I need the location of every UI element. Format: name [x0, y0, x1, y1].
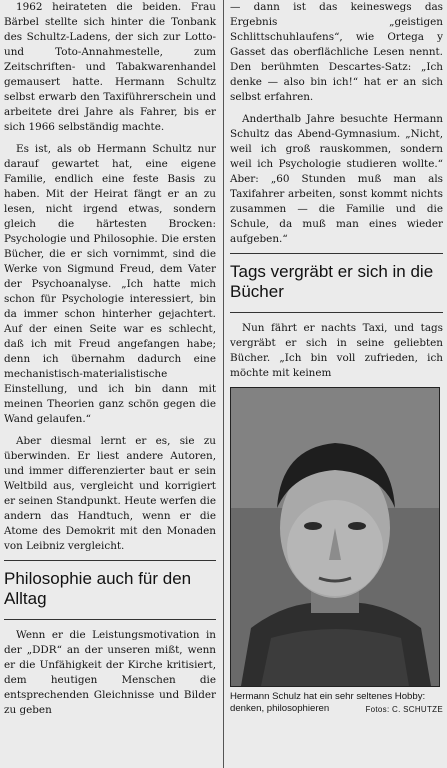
- section-heading: Philosophie auch für den Alltag: [4, 569, 192, 608]
- paragraph: Es ist, als ob Hermann Schultz nur darauf gewartet hat, eine eigene Familie, endlich eine feste Basis zu haben. Mit der Heirat fängt er an zu lesen, nicht irgend etwas, sondern gleich die härtesten Brocken: Psychologie und Philosophie. Die ersten Bücher, die er sich vornimmt, sind die Werke von Sigmund Freud, dem Vater der Psychoanalyse. „Ich hatte mich schon für Psychologie interessiert, bin da immer schon hinterher gejachtert. Auf der einen Seite war es schlecht, daß ich mit Freud angefangen habe; denn ich übernahm dadurch eine mechanistisch-materialistische Einstellung, und ich bin dann mit meinen Theorien ganz schön gegen die Wand gelaufen.“: [4, 143, 216, 425]
- caption-text: Hermann Schulz hat ein sehr seltenes Hobby: denken, philosophieren: [230, 691, 426, 714]
- right-column: [230, 0, 443, 716]
- portrait-photo: [230, 387, 440, 687]
- portrait-illustration: [231, 388, 439, 686]
- photo-credit: Fotos: C. SCHUTZE: [365, 705, 443, 714]
- photo-caption: [230, 691, 443, 715]
- section-divider: [230, 253, 443, 254]
- section-divider: [4, 619, 216, 620]
- paragraph: — dann ist das keineswegs das Ergebnis „geistigen Schlittschuhlaufens“, wie Ortega y Gasset das oberflächliche Lesen nennt. Den berühmten Descartes-Satz: „Ich denke — also bin ich!“ hat er an sich selbst erfahren.: [230, 1, 443, 103]
- section-heading: Tags vergräbt er sich in die Bücher: [230, 262, 434, 301]
- section-divider: [4, 560, 216, 561]
- paragraph: 1962 heirateten die beiden. Frau Bärbel stellte sich hinter die Tonbank des Schultz-Ladens, der sich zur Lotto- und Toto-Annahmestelle, zum Zeitschriften- und Tabakwarenhandel gemausert hatte. Hermann Schultz selbst erwarb den Taxiführerschein und arbeitete drei Jahre als Fahrer, bis er sich 1966 selbständig machte.: [4, 1, 216, 133]
- paragraph: Aber diesmal lernt er es, sie zu überwinden. Er liest andere Autoren, und immer differenzierter baut er sein Weltbild aus, vergleicht und korrigiert er seinen Standpunkt. Heute werfen die andern das Handtuch, wenn er die Atome des Demokrit mit den Monaden von Leibniz vergleicht.: [4, 435, 216, 552]
- section-divider: [230, 312, 443, 313]
- column-divider: [223, 0, 224, 768]
- paragraph: Nun fährt er nachts Taxi, und tags vergräbt er sich in seine geliebten Bücher. „Ich bin voll zufrieden, ich möchte mit keinem: [230, 322, 443, 379]
- left-column: [4, 0, 216, 718]
- paragraph: Anderthalb Jahre besuchte Hermann Schultz das Abend-Gymnasium. „Nicht, weil ich groß rauskommen, sondern weil ich Psychologie studieren wollte.“ Aber: „60 Stunden muß man als Taxifahrer arbeiten, sonst kommt nichts zusammen — die Familie und die Schule, da muß man eines wieder aufgeben.“: [230, 113, 443, 245]
- paragraph: Wenn er die Leistungsmotivation in der „DDR“ an der unseren mißt, wenn er die Unfähigkeit der Kirche kritisiert, dem heutigen Menschen die entsprechenden Gleichnisse und Bilder zu geben: [4, 629, 216, 716]
